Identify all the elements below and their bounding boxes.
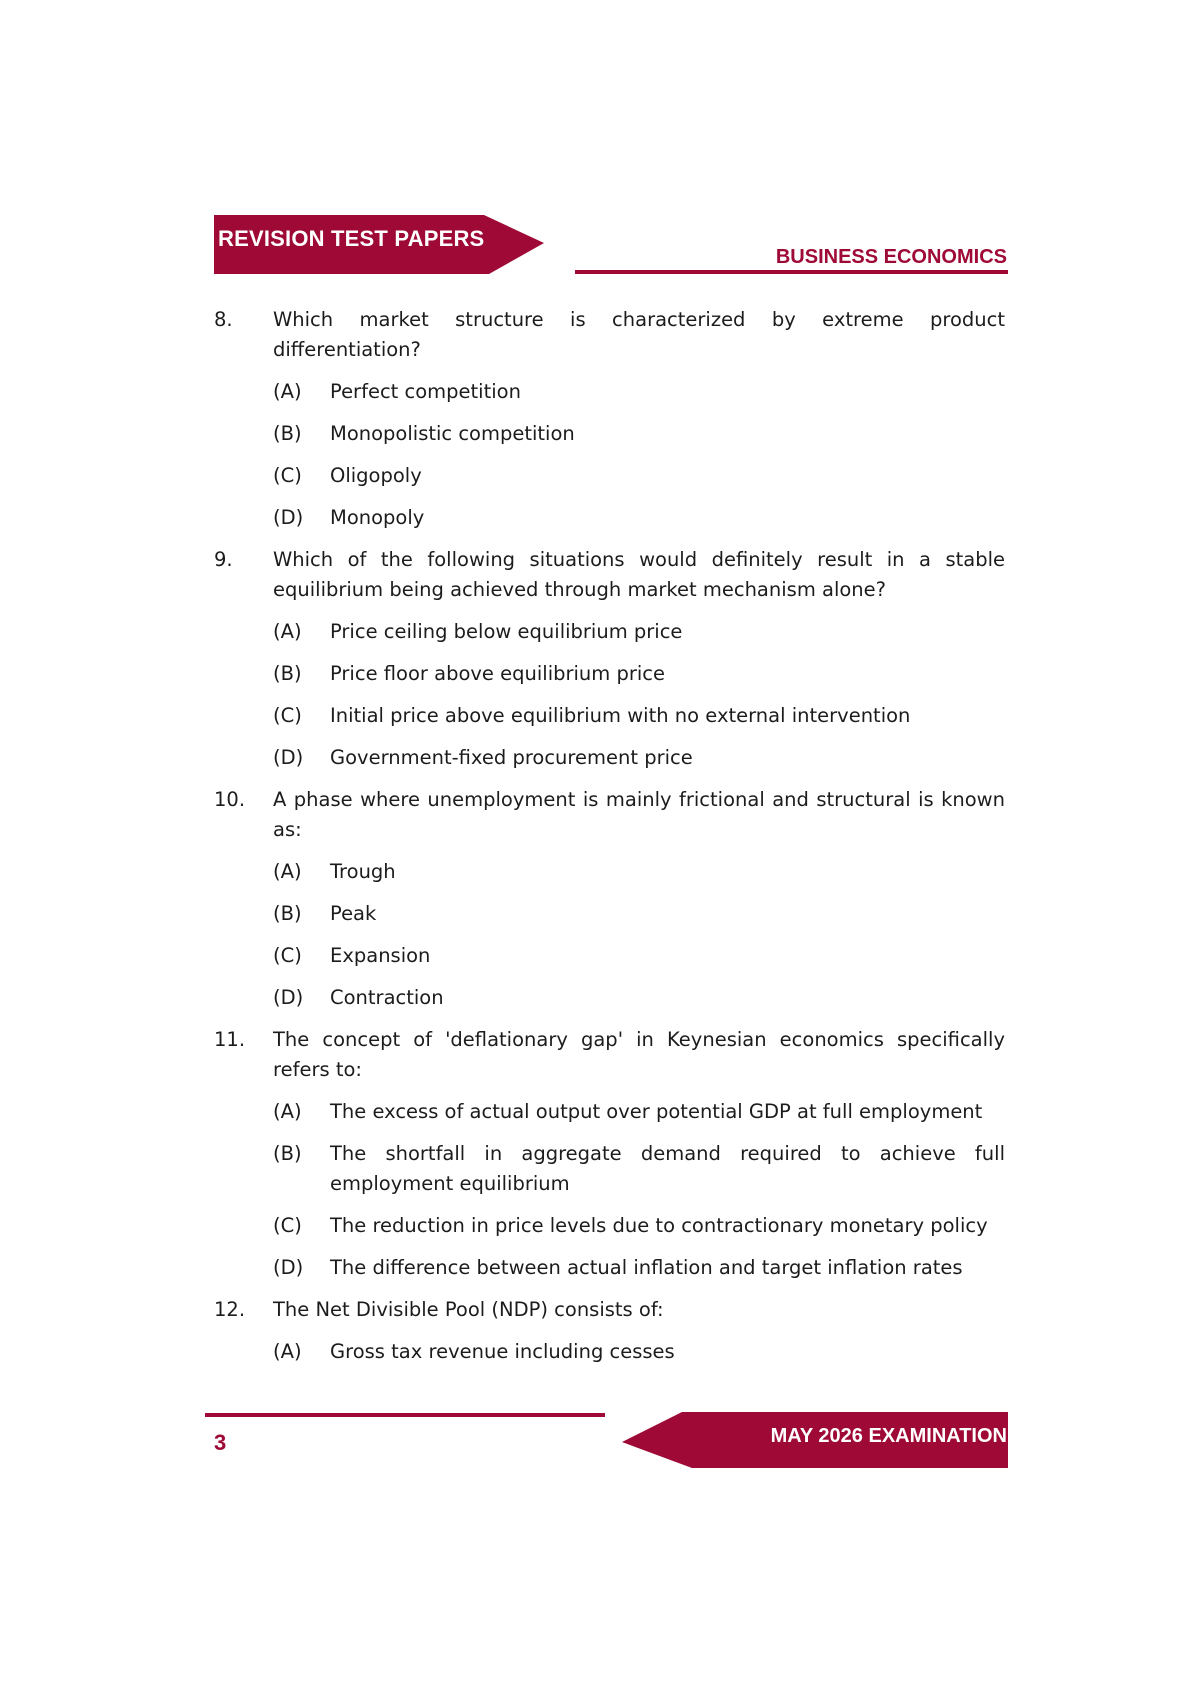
option [273, 1337, 1005, 1367]
option-text: Government-fixed procurement price [330, 746, 693, 769]
page-number: 3 [214, 1430, 227, 1455]
option-letter: (A) [273, 1340, 302, 1363]
option [273, 1139, 1005, 1199]
option-letter: (B) [273, 422, 302, 445]
option-letter: (D) [273, 506, 304, 529]
header-subject: BUSINESS ECONOMICS [775, 246, 1007, 268]
option [273, 377, 1005, 407]
question-8 [214, 305, 1005, 533]
option-letter: (B) [273, 902, 302, 925]
option-letter: (C) [273, 1214, 302, 1237]
question-list [214, 305, 1005, 1379]
option-letter: (C) [273, 704, 302, 727]
option [273, 701, 1005, 731]
option [273, 899, 1005, 929]
option [273, 857, 1005, 887]
option [273, 461, 1005, 491]
question-text: The Net Divisible Pool (NDP) consists of: [273, 1298, 664, 1321]
option-text: Gross tax revenue including cesses [330, 1340, 675, 1363]
option-letter: (D) [273, 1256, 304, 1279]
option [273, 1253, 1005, 1283]
option-text: Monopolistic competition [330, 422, 575, 445]
option-text: Oligopoly [330, 464, 422, 487]
option-text: Trough [330, 860, 396, 883]
header-title: REVISION TEST PAPERS [218, 226, 485, 251]
question-text: Which of the following situations would definitely result in a stable equilibrium being achieved through market mechanism alone? [273, 548, 1005, 601]
option [273, 1211, 1005, 1241]
question-9 [214, 545, 1005, 773]
question-number: 10. [214, 788, 246, 811]
option-letter: (B) [273, 662, 302, 685]
option-letter: (A) [273, 860, 302, 883]
option-text: Initial price above equilibrium with no external intervention [330, 704, 911, 727]
option-text: Contraction [330, 986, 444, 1009]
option-letter: (B) [273, 1142, 302, 1165]
option [273, 659, 1005, 689]
question-text: A phase where unemployment is mainly frictional and structural is known as: [273, 788, 1005, 841]
question-12 [214, 1295, 1005, 1367]
option-letter: (A) [273, 1100, 302, 1123]
option-text: Price ceiling below equilibrium price [330, 620, 683, 643]
option [273, 419, 1005, 449]
option [273, 503, 1005, 533]
question-text: The concept of 'deflationary gap' in Keynesian economics specifically refers to: [273, 1028, 1005, 1081]
option-letter: (A) [273, 380, 302, 403]
option [273, 743, 1005, 773]
question-number: 12. [214, 1298, 246, 1321]
option-letter: (C) [273, 944, 302, 967]
option-text: Price floor above equilibrium price [330, 662, 666, 685]
option-text: The difference between actual inflation and target inflation rates [330, 1256, 963, 1279]
footer-rule [205, 1413, 605, 1417]
question-11 [214, 1025, 1005, 1283]
question-number: 11. [214, 1028, 246, 1051]
option-letter: (D) [273, 746, 304, 769]
option-text: Monopoly [330, 506, 425, 529]
option [273, 983, 1005, 1013]
option-text: Perfect competition [330, 380, 521, 403]
option-text: Expansion [330, 944, 431, 967]
option-letter: (A) [273, 620, 302, 643]
option [273, 941, 1005, 971]
option-text: The excess of actual output over potential GDP at full employment [330, 1100, 983, 1123]
option [273, 1097, 1005, 1127]
option-text: The reduction in price levels due to contractionary monetary policy [330, 1214, 988, 1237]
option-letter: (D) [273, 986, 304, 1009]
question-number: 9. [214, 548, 233, 571]
footer-exam-label: MAY 2026 EXAMINATION [770, 1425, 1007, 1447]
option [273, 617, 1005, 647]
option-text: The shortfall in aggregate demand required to achieve full employment equilibrium [330, 1142, 1005, 1195]
question-number: 8. [214, 308, 233, 331]
question-10 [214, 785, 1005, 1013]
option-letter: (C) [273, 464, 302, 487]
question-text: Which market structure is characterized by extreme product differentiation? [273, 308, 1005, 361]
header-rule [575, 270, 1008, 274]
option-text: Peak [330, 902, 377, 925]
